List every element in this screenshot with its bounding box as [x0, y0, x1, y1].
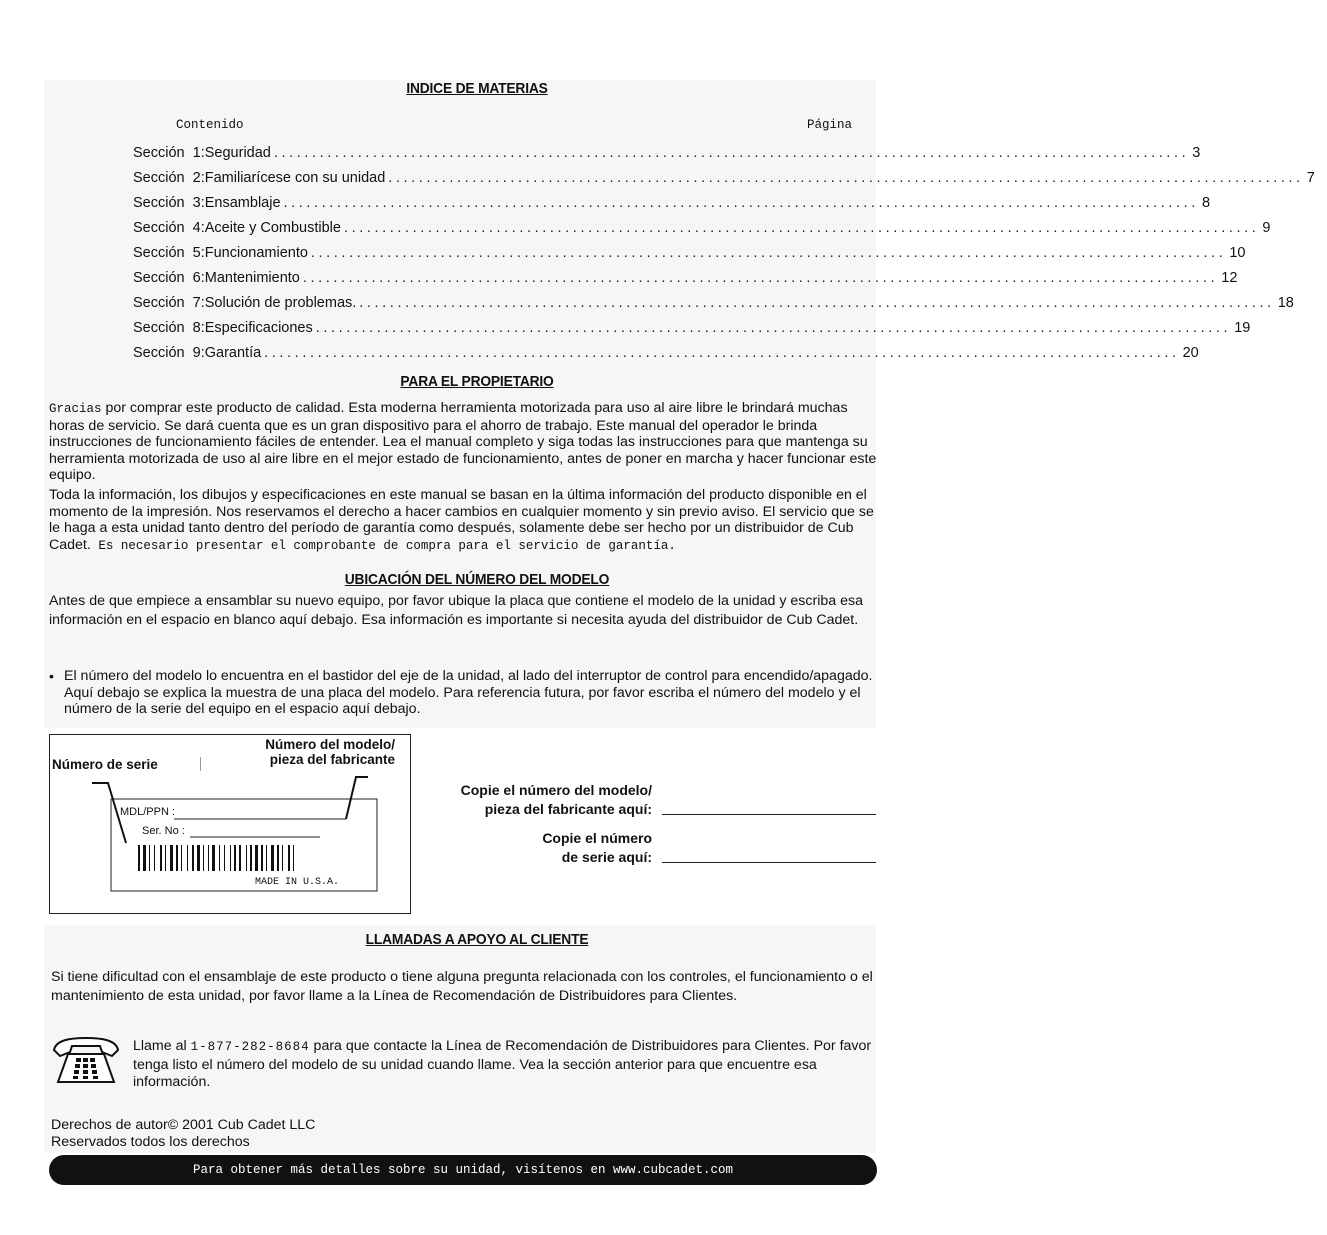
toc-section-number: Sección 6:	[133, 270, 205, 286]
support-heading: LLAMADAS A APOYO AL CLIENTE	[365, 931, 589, 948]
bullet-dot: •	[49, 668, 54, 684]
plate-ser: Ser. No :	[142, 825, 185, 837]
serial-number-field[interactable]	[662, 862, 876, 863]
barcode-bar	[250, 845, 252, 871]
barcode-bar	[219, 845, 220, 871]
toc-page-number: 19	[1234, 320, 1251, 336]
call-body: para que contacte la Línea de Recomendación de Distribuidores para Clientes. Por favor tenga listo el número del modelo de su unidad cuando llame. Vea la sección anterior para que encuentre esa información.	[133, 1038, 872, 1090]
toc-section-title: Mantenimiento	[204, 270, 300, 286]
copy-serial-label: Copie el número de serie aquí:	[542, 830, 652, 865]
barcode-bar	[208, 845, 209, 871]
toc-row	[133, 295, 1294, 315]
barcode-bar	[261, 845, 263, 871]
barcode-bar	[154, 845, 155, 871]
barcode-bar	[224, 845, 225, 871]
barcode-bar	[255, 845, 258, 871]
barcode-bar	[187, 845, 188, 871]
barcode-bar	[246, 845, 247, 871]
toc-section-title: Seguridad	[204, 145, 271, 161]
call-lead: Llame al	[133, 1038, 191, 1054]
toc-row	[133, 245, 1246, 265]
toc-section-title: Garantía	[204, 345, 262, 361]
owner-p1-lead: Gracias	[49, 402, 102, 416]
toc-section-title: Familiarícese con su unidad	[204, 170, 386, 186]
toc-row	[133, 145, 1201, 165]
toc-leader-dots: ........................................................................................................................	[315, 320, 1232, 336]
plate-made: MADE IN U.S.A.	[255, 877, 340, 888]
barcode-bar	[170, 845, 173, 871]
plate-serial-label: Número de serie	[52, 757, 158, 772]
toc-section-number: Sección 3:	[133, 195, 205, 211]
toc-section-title: Funcionamiento	[204, 245, 308, 261]
toc-page-number: 18	[1277, 295, 1294, 311]
toc-section-title: Solución de problemas.	[204, 295, 357, 311]
barcode-bar	[181, 845, 182, 871]
barcode-bar	[143, 845, 146, 871]
toc-section-number: Sección 2:	[133, 170, 205, 186]
support-paragraph: Si tiene dificultad con el ensamblaje de este producto o tiene alguna pregunta relacionada con los controles, el funcionamiento o el mantenimiento de esta unidad, por favor llame a la Línea de Recomendación de Distribuidores para Clientes.	[51, 969, 873, 1004]
toc-page-number: 20	[1182, 345, 1199, 361]
barcode-bar	[192, 845, 194, 871]
toc-page-number: 7	[1306, 170, 1315, 186]
toc-leader-dots: ........................................................................................................................	[264, 345, 1180, 361]
toc-section-number: Sección 4:	[133, 220, 205, 236]
owner-paragraph-2	[49, 487, 879, 554]
toc-page-number: 3	[1192, 145, 1201, 161]
call-paragraph	[133, 1038, 873, 1092]
toc-section-number: Sección 7:	[133, 295, 205, 311]
telephone-icon	[50, 1036, 122, 1086]
toc-section-title: Aceite y Combustible	[204, 220, 341, 236]
footer-bar: Para obtener más detalles sobre su unidad, visítenos en www.cubcadet.com	[49, 1155, 877, 1185]
toc-page-number: 9	[1262, 220, 1271, 236]
toc-leader-dots: ........................................................................................................................	[343, 220, 1260, 236]
toc-row	[133, 220, 1271, 240]
model-heading: UBICACIÓN DEL NÚMERO DEL MODELO	[344, 571, 610, 588]
model-bullet: El número del modelo lo encuentra en el bastidor del eje de la unidad, al lado del interruptor de control para encendido/apagado. Aquí debajo se explica la muestra de una placa del modelo. Para referencia futura, por favor escriba el número del modelo y el número de la serie del equipo en el espacio aquí debajo.	[64, 668, 873, 718]
toc-section-number: Sección 8:	[133, 320, 205, 336]
toc-col-content: Contenido	[176, 118, 244, 132]
toc-row	[133, 270, 1238, 290]
toc-section-title: Especificaciones	[204, 320, 313, 336]
toc-leader-dots: ........................................................................................................................	[359, 295, 1275, 311]
owner-p2-body: Toda la información, los dibujos y especificaciones en este manual se basan en la última información del producto disponible en el momento de la impresión. Nos reservamos el derecho a hacer cambios en cualquier momento y sin previo aviso. El servicio que se le haga a esta unidad tanto dentro del período de garantía como después, solamente debe ser hecho por un distribuidor de Cub Cadet.	[49, 487, 874, 553]
copyright: Derechos de autor© 2001 Cub Cadet LLC Reservados todos los derechos	[51, 1117, 316, 1150]
toc-leader-dots: ........................................................................................................................	[310, 245, 1227, 261]
toc-row	[133, 170, 1315, 190]
barcode-bar	[212, 845, 215, 871]
barcode-bar	[230, 845, 231, 871]
toc-col-page: Página	[807, 118, 853, 132]
barcode-bar	[239, 845, 241, 871]
toc-leader-dots: ........................................................................................................................	[283, 195, 1199, 211]
barcode-bar	[203, 845, 204, 871]
model-number-field[interactable]	[662, 814, 876, 815]
toc-row	[133, 320, 1251, 340]
toc-heading: INDICE DE MATERIAS	[406, 80, 548, 97]
barcode-bar	[165, 845, 166, 871]
barcode-bar	[197, 845, 200, 871]
toc-page-number: 8	[1201, 195, 1211, 211]
barcode-bar	[176, 845, 178, 871]
barcode-bar	[277, 845, 279, 871]
toc-leader-dots: ........................................................................................................................	[273, 145, 1190, 161]
toc-section-number: Sección 1:	[133, 145, 205, 161]
toc-section-number: Sección 5:	[133, 245, 205, 261]
plate-drawing	[50, 735, 410, 913]
barcode-bar	[149, 845, 150, 871]
toc-section-number: Sección 9:	[133, 345, 205, 361]
toc-row	[133, 345, 1199, 365]
plate-mdl: MDL/PPN :	[120, 806, 176, 818]
owner-heading: PARA EL PROPIETARIO	[400, 373, 554, 390]
barcode-bar	[282, 845, 283, 871]
barcode-bar	[138, 845, 140, 871]
model-plate-diagram	[49, 734, 411, 914]
owner-p1-body: por comprar este producto de calidad. Esta moderna herramienta motorizada para uso al aire libre le brindará muchas horas de servicio. Se dará cuenta que es un gran dispositivo para el ahorro de trabajo. Este manual del operador le brinda instrucciones de funcionamiento fáciles de entender. Lea el manual completo y siga todas las instrucciones para que mantenga su herramienta motorizada de uso al aire libre en el mejor estado de funcionamiento, antes de poner en marcha y hacer funcionar este equipo.	[49, 400, 877, 484]
toc-leader-dots: ........................................................................................................................	[388, 170, 1304, 186]
barcode-bar	[288, 845, 290, 871]
barcode-bar	[160, 845, 162, 871]
barcode-bar	[266, 845, 267, 871]
toc-row	[133, 195, 1211, 215]
toc-section-title: Ensamblaje	[204, 195, 281, 211]
plate-model-label: Número del modelo/ pieza del fabricante	[265, 737, 395, 767]
toc-leader-dots: ........................................................................................................................	[302, 270, 1219, 286]
owner-p2-mono: Es necesario presentar el comprobante de compra para el servicio de garantía.	[90, 538, 676, 553]
barcode-bar	[234, 845, 236, 871]
toc-page-number: 10	[1229, 245, 1246, 261]
owner-paragraph-1	[49, 400, 879, 484]
copy-model-label: Copie el número del modelo/ pieza del fabricante aquí:	[460, 782, 652, 817]
phone-number: 1-877-282-8684	[190, 1040, 310, 1054]
toc-page-number: 12	[1221, 270, 1238, 286]
barcode-bar	[271, 845, 274, 871]
model-paragraph: Antes de que empiece a ensamblar su nuevo equipo, por favor ubique la placa que contiene el modelo de la unidad y escriba esa información en el espacio en blanco aquí debajo. Esa información es importante si necesita ayuda del distribuidor de Cub Cadet.	[49, 593, 863, 628]
barcode-bar	[293, 845, 294, 871]
